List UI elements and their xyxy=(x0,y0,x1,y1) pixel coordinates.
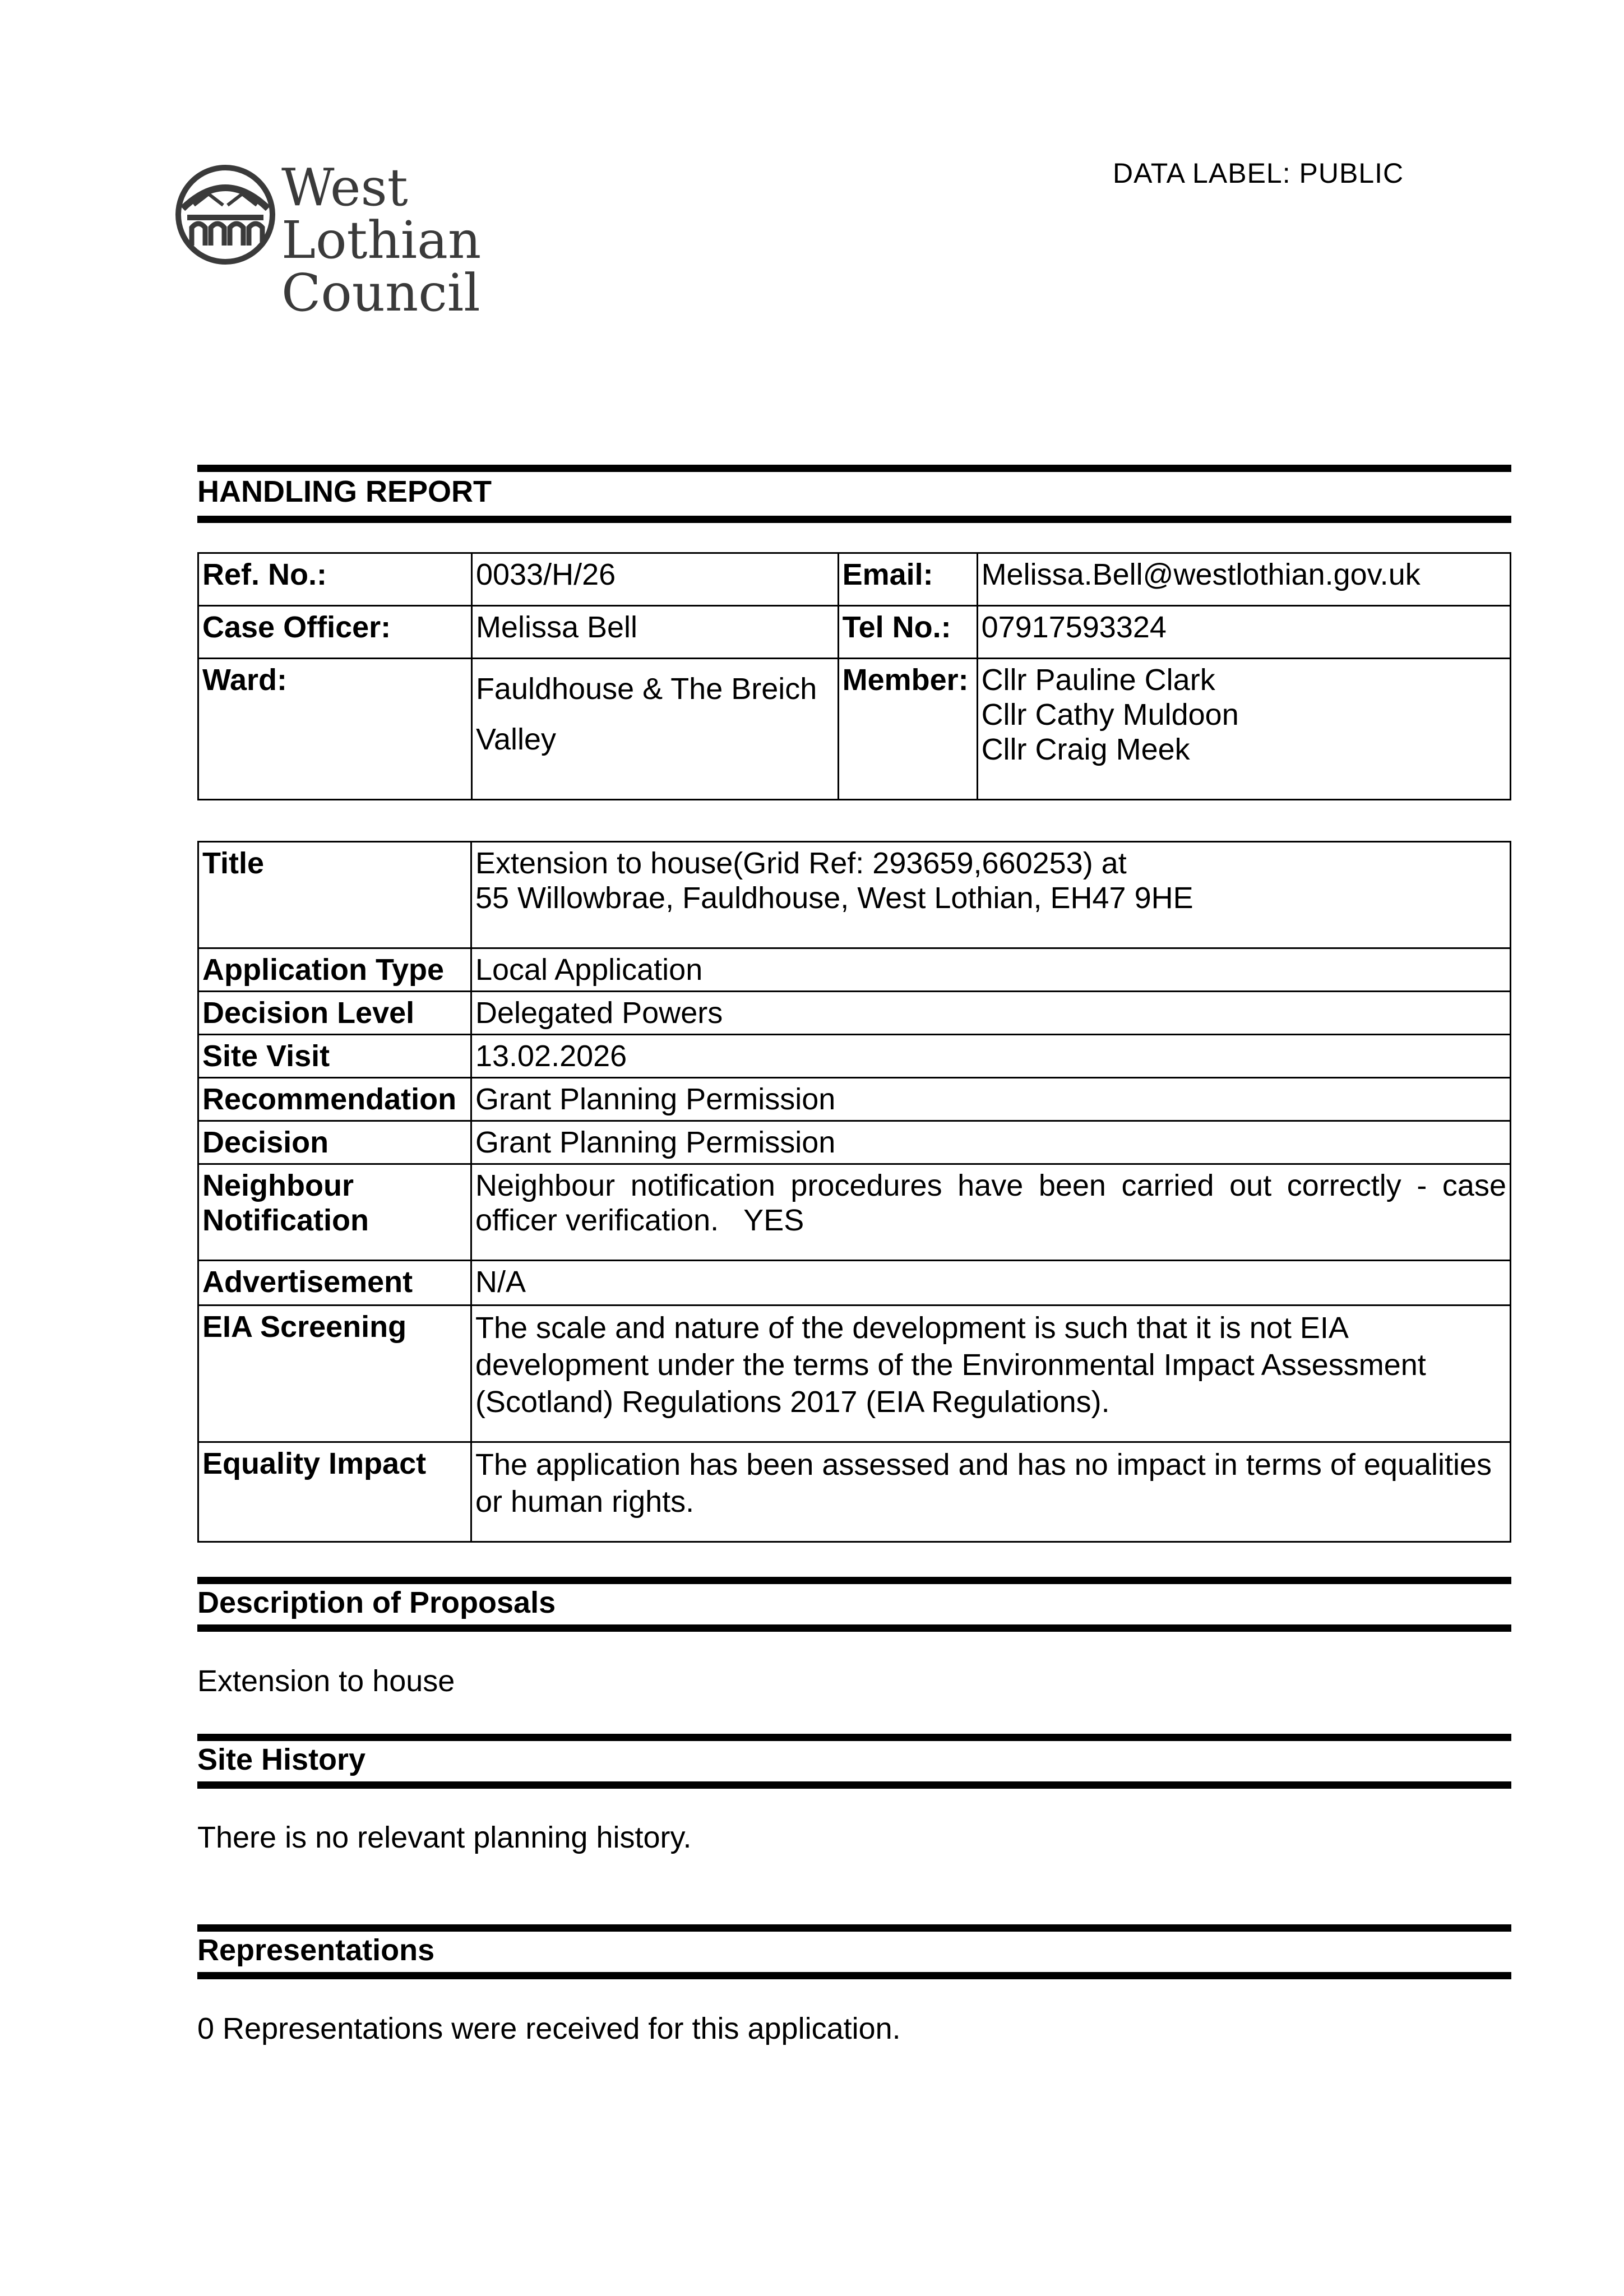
decision-level-value: Delegated Powers xyxy=(471,992,1510,1035)
eia-line-1: The scale and nature of the development is such that it is not EIA xyxy=(475,1311,1349,1345)
eia-line-3: (Scotland) Regulations 2017 (EIA Regulations). xyxy=(475,1385,1110,1419)
equality-line-1: The application has been assessed and has no impact in terms of equalities xyxy=(475,1448,1492,1482)
description-text: Extension to house xyxy=(197,1664,455,1698)
recommendation-label: Recommendation xyxy=(198,1078,471,1121)
ward-label: Ward: xyxy=(198,659,472,800)
council-crest-icon xyxy=(175,161,276,268)
decision-label: Decision xyxy=(198,1121,471,1164)
decision-value: Grant Planning Permission xyxy=(471,1121,1510,1164)
representations-title: Representations xyxy=(197,1933,435,1967)
member-2: Cllr Cathy Muldoon xyxy=(981,698,1239,732)
representations-header xyxy=(197,1924,1511,1979)
rule-bottom xyxy=(197,1624,1511,1632)
equality-impact-label: Equality Impact xyxy=(198,1442,471,1542)
title-label: Title xyxy=(198,842,471,948)
ward-line-1: Fauldhouse & The Breich xyxy=(475,672,817,706)
neighbour-line-2: officer verification. YES xyxy=(475,1203,804,1237)
ref-label: Ref. No.: xyxy=(198,553,472,606)
member-label: Member: xyxy=(838,659,977,800)
ward-line-2: Valley xyxy=(475,723,557,756)
site-visit-value: 13.02.2026 xyxy=(471,1035,1510,1078)
member-1: Cllr Pauline Clark xyxy=(981,663,1215,697)
recommendation-value: Grant Planning Permission xyxy=(471,1078,1510,1121)
title-line-1: Extension to house(Grid Ref: 293659,660253) at xyxy=(475,846,1127,880)
case-officer-label: Case Officer: xyxy=(198,606,472,659)
site-history-header xyxy=(197,1734,1511,1789)
email-value[interactable]: Melissa.Bell@westlothian.gov.uk xyxy=(977,553,1510,606)
site-history-text: There is no relevant planning history. xyxy=(197,1821,692,1854)
neighbour-notification-value xyxy=(471,1164,1510,1261)
ref-value: 0033/H/26 xyxy=(471,553,838,606)
description-header xyxy=(197,1577,1511,1632)
logo-line-1: West Lothian xyxy=(281,158,482,270)
case-officer-value: Melissa Bell xyxy=(471,606,838,659)
advertisement-label: Advertisement xyxy=(198,1261,471,1306)
rule-bottom xyxy=(197,1972,1511,1979)
eia-line-2: development under the terms of the Environmental Impact Assessment xyxy=(475,1348,1426,1382)
representations-text: 0 Representations were received for this application. xyxy=(197,2012,901,2045)
data-label: DATA LABEL: PUBLIC xyxy=(1113,158,1404,189)
ward-value xyxy=(471,659,838,800)
officer-table xyxy=(197,552,1511,800)
rule-top xyxy=(197,1924,1511,1932)
application-type-value: Local Application xyxy=(471,948,1510,992)
equality-line-2: or human rights. xyxy=(475,1485,695,1519)
application-type-label: Application Type xyxy=(198,948,471,992)
neighbour-line-1: Neighbour notification procedures have been carried out correctly - case xyxy=(475,1169,1506,1202)
tel-value: 07917593324 xyxy=(977,606,1510,659)
rule-top xyxy=(197,1734,1511,1741)
members-list xyxy=(977,659,1510,800)
council-logo xyxy=(175,158,556,323)
handling-report-header xyxy=(197,465,1511,523)
equality-impact-value xyxy=(471,1442,1510,1542)
eia-screening-value xyxy=(471,1306,1510,1442)
logo-line-2: Council xyxy=(281,263,480,323)
site-visit-label: Site Visit xyxy=(198,1035,471,1078)
eia-screening-label: EIA Screening xyxy=(198,1306,471,1442)
description-title: Description of Proposals xyxy=(197,1586,556,1619)
tel-label: Tel No.: xyxy=(838,606,977,659)
handling-report-title: HANDLING REPORT xyxy=(197,475,492,508)
member-3: Cllr Craig Meek xyxy=(981,733,1190,766)
email-label: Email: xyxy=(838,553,977,606)
rule-top xyxy=(197,1577,1511,1584)
site-history-title: Site History xyxy=(197,1743,366,1776)
neighbour-label-line-2: Notification xyxy=(202,1203,369,1237)
rule-top xyxy=(197,465,1511,472)
decision-level-label: Decision Level xyxy=(198,992,471,1035)
neighbour-notification-label xyxy=(198,1164,471,1261)
neighbour-label-line-1: Neighbour xyxy=(202,1169,354,1202)
title-line-2: 55 Willowbrae, Fauldhouse, West Lothian, EH47 9HE xyxy=(475,881,1193,915)
rule-bottom xyxy=(197,516,1511,523)
application-table xyxy=(197,841,1511,1543)
title-value xyxy=(471,842,1510,948)
rule-bottom xyxy=(197,1781,1511,1789)
advertisement-value: N/A xyxy=(471,1261,1510,1306)
